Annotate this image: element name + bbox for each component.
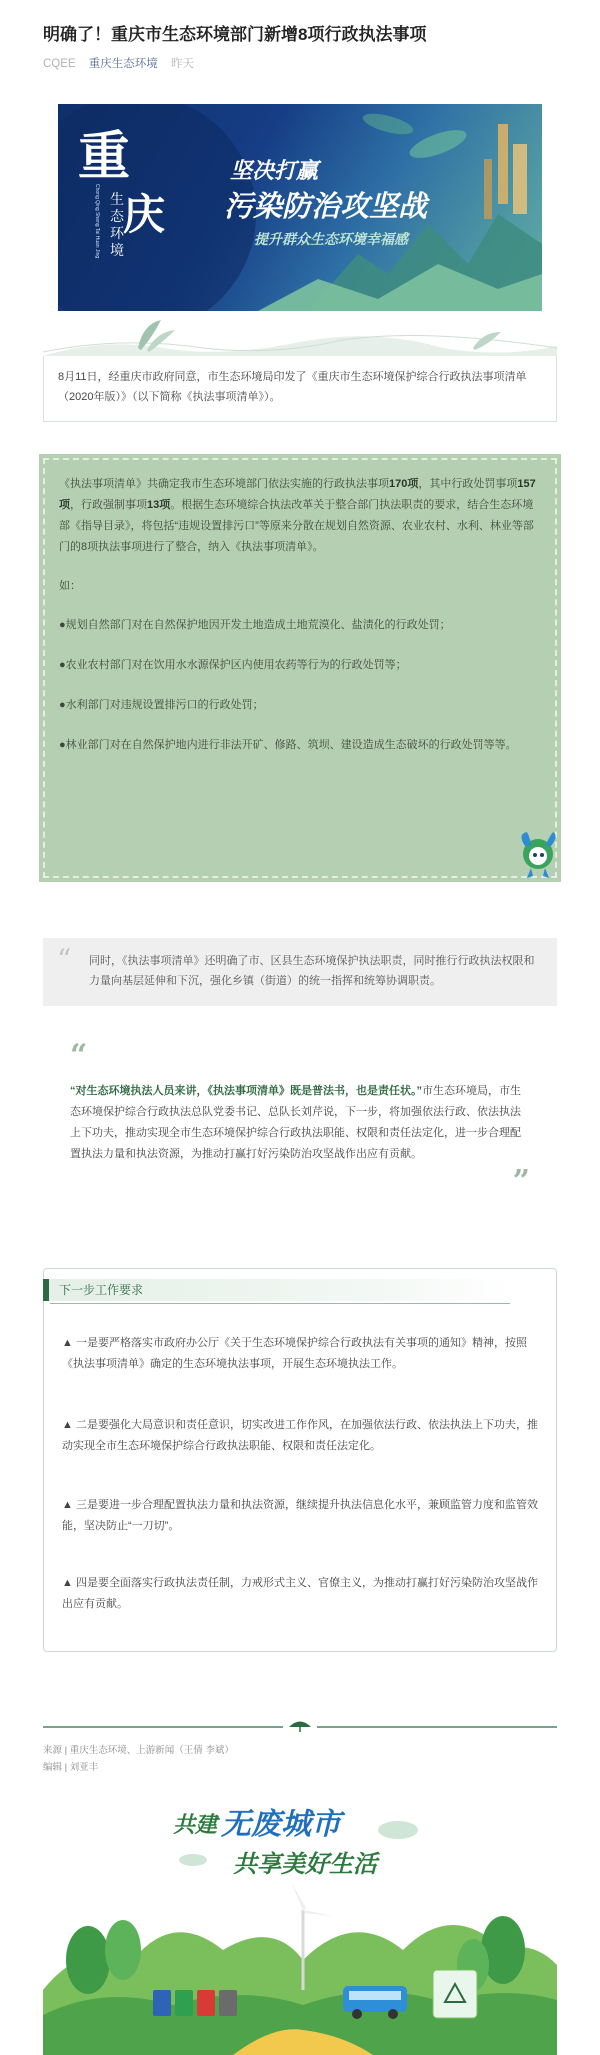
count-total: 170项 [389, 478, 419, 490]
leader-quote [70, 1038, 530, 1199]
article-meta [43, 55, 204, 71]
list-item: ▲ 三是要进一步合理配置执法力量和执法资源，继续提升执法信息化水平，兼顾监管力度和监管效能，坚决防止“一刀切”。 [62, 1499, 538, 1532]
examples-label: 如： [59, 580, 81, 592]
count-enforcement: 13项 [147, 499, 171, 511]
leader-quote-text: “对生态环境执法人员来讲，《执法事项清单》既是普法书，也是责任状。”市生态环境局，市生态环境保护综合行政执法总队党委书记、总队长刘芹说，下一步，将加强依法行政、依法执法上下功夫，推动实现全市生态环境保护综合行政执法职能、权限和责任法定化，进一步合理配置执法力量和执法资源，为推动打赢打好污染防治攻坚战作出应有贡献。 [70, 1085, 521, 1160]
banner-logo-qing: 庆 [123, 190, 166, 239]
quote-block [43, 938, 557, 1006]
source-line: 来源 | 重庆生态环境、上游新闻（王倩 李斌） [43, 1745, 234, 1756]
banner-logo-small-3: 环 [110, 225, 124, 241]
details-panel [43, 458, 557, 878]
next-steps-panel [43, 1268, 557, 1652]
publish-time: 昨天 [171, 58, 194, 70]
banner-slogan-2: 污染防治攻坚战 [224, 191, 428, 223]
banner-logo-small-2: 态 [110, 208, 124, 224]
footer-slogan-main: 无废城市 [221, 1808, 341, 1841]
banner-image [58, 104, 542, 311]
zero-waste-city-illustration [43, 1790, 557, 2055]
account-link[interactable]: 重庆生态环境 [88, 58, 158, 70]
heading-underline [50, 1303, 510, 1304]
list-item: ●林业部门对在自然保护地内进行非法开矿、修路、筑坝、建设造成生态破坏的行政处罚等等。 [59, 739, 517, 751]
banner-logo-chong: 重 [78, 126, 131, 187]
intro-paragraph: 8月11日，经重庆市政府同意，市生态环境局印发了《重庆市生态环境保护综合行政执法事项清单（2020年版）》（以下简称《执法事项清单》）。 [43, 356, 557, 422]
section-divider [43, 1718, 557, 1732]
banner-logo-english: Chong Qing Sheng Tai Huan Jing [94, 184, 100, 259]
editor-line: 编辑 | 刘亚丰 [43, 1762, 99, 1773]
footer-slogan-sub: 共享美好生活 [233, 1851, 377, 1878]
leader-quote-bold: “对生态环境执法人员来讲，《执法事项清单》既是普法书，也是责任状。” [70, 1085, 422, 1097]
count-penalty: 157项 [59, 478, 536, 511]
list-item: ●水利部门对违规设置排污口的行政处罚； [59, 699, 264, 711]
decorative-leaf-header [43, 318, 557, 356]
list-item: ●农业农村部门对在饮用水水源保护区内使用农药等行为的行政处罚等； [59, 659, 407, 671]
banner-slogan-3: 提升群众生态环境幸福感 [254, 231, 408, 247]
article-title: 明确了！重庆市生态环境部门新增8项行政执法事项 [43, 25, 427, 44]
open-quote-icon: “ [70, 1038, 88, 1073]
next-steps-heading: 下一步工作要求 [43, 1279, 513, 1301]
quote-text: 同时，《执法事项清单》还明确了市、区县生态环境保护执法职责，同时推行行政执法权限和力量向基层延伸和下沉，强化乡镇（街道）的统一指挥和统筹协调职责。 [89, 955, 535, 987]
mascot-icon [513, 828, 563, 880]
list-item: ●规划自然部门对在自然保护地因开发土地造成土地荒漠化、盐渍化的行政处罚； [59, 619, 451, 631]
details-paragraph: 《执法事项清单》共确定我市生态环境部门依法实施的行政执法事项170项，其中行政处罚事项157项，行政强制事项13项。根据生态环境综合执法改革关于整合部门执法职责的要求，结合生态环境部《指导目录》，将包括“违规设置排污口”等原来分散在规划自然资源、农业农村、水利、林业等部门的8项执法事项进行了整合，纳入《执法事项清单》。 [59, 478, 536, 553]
list-item: ▲ 四是要全面落实行政执法责任制，力戒形式主义、官僚主义，为推动打赢打好污染防治攻坚战作出应有贡献。 [62, 1577, 538, 1610]
banner-logo-small-1: 生 [110, 191, 124, 207]
close-quote-icon: ” [512, 1164, 530, 1199]
banner-logo-small-4: 境 [110, 242, 124, 258]
footer-slogan-prefix: 共建 [173, 1812, 218, 1837]
source-tag: CQEE [43, 58, 76, 70]
list-item: ▲ 二是要强化大局意识和责任意识，切实改进工作作风，在加强依法行政、依法执法上下功夫，推动实现全市生态环境保护综合行政执法职能、权限和责任法定化。 [62, 1419, 538, 1452]
source-credits [43, 1742, 234, 1776]
quote-mark-icon: “ [57, 943, 72, 976]
banner-slogan-1: 坚决打赢 [230, 158, 319, 183]
list-item: ▲ 一是要严格落实市政府办公厅《关于生态环境保护综合行政执法有关事项的通知》精神，按照《执法事项清单》确定的生态环境执法事项，开展生态环境执法工作。 [62, 1337, 527, 1370]
